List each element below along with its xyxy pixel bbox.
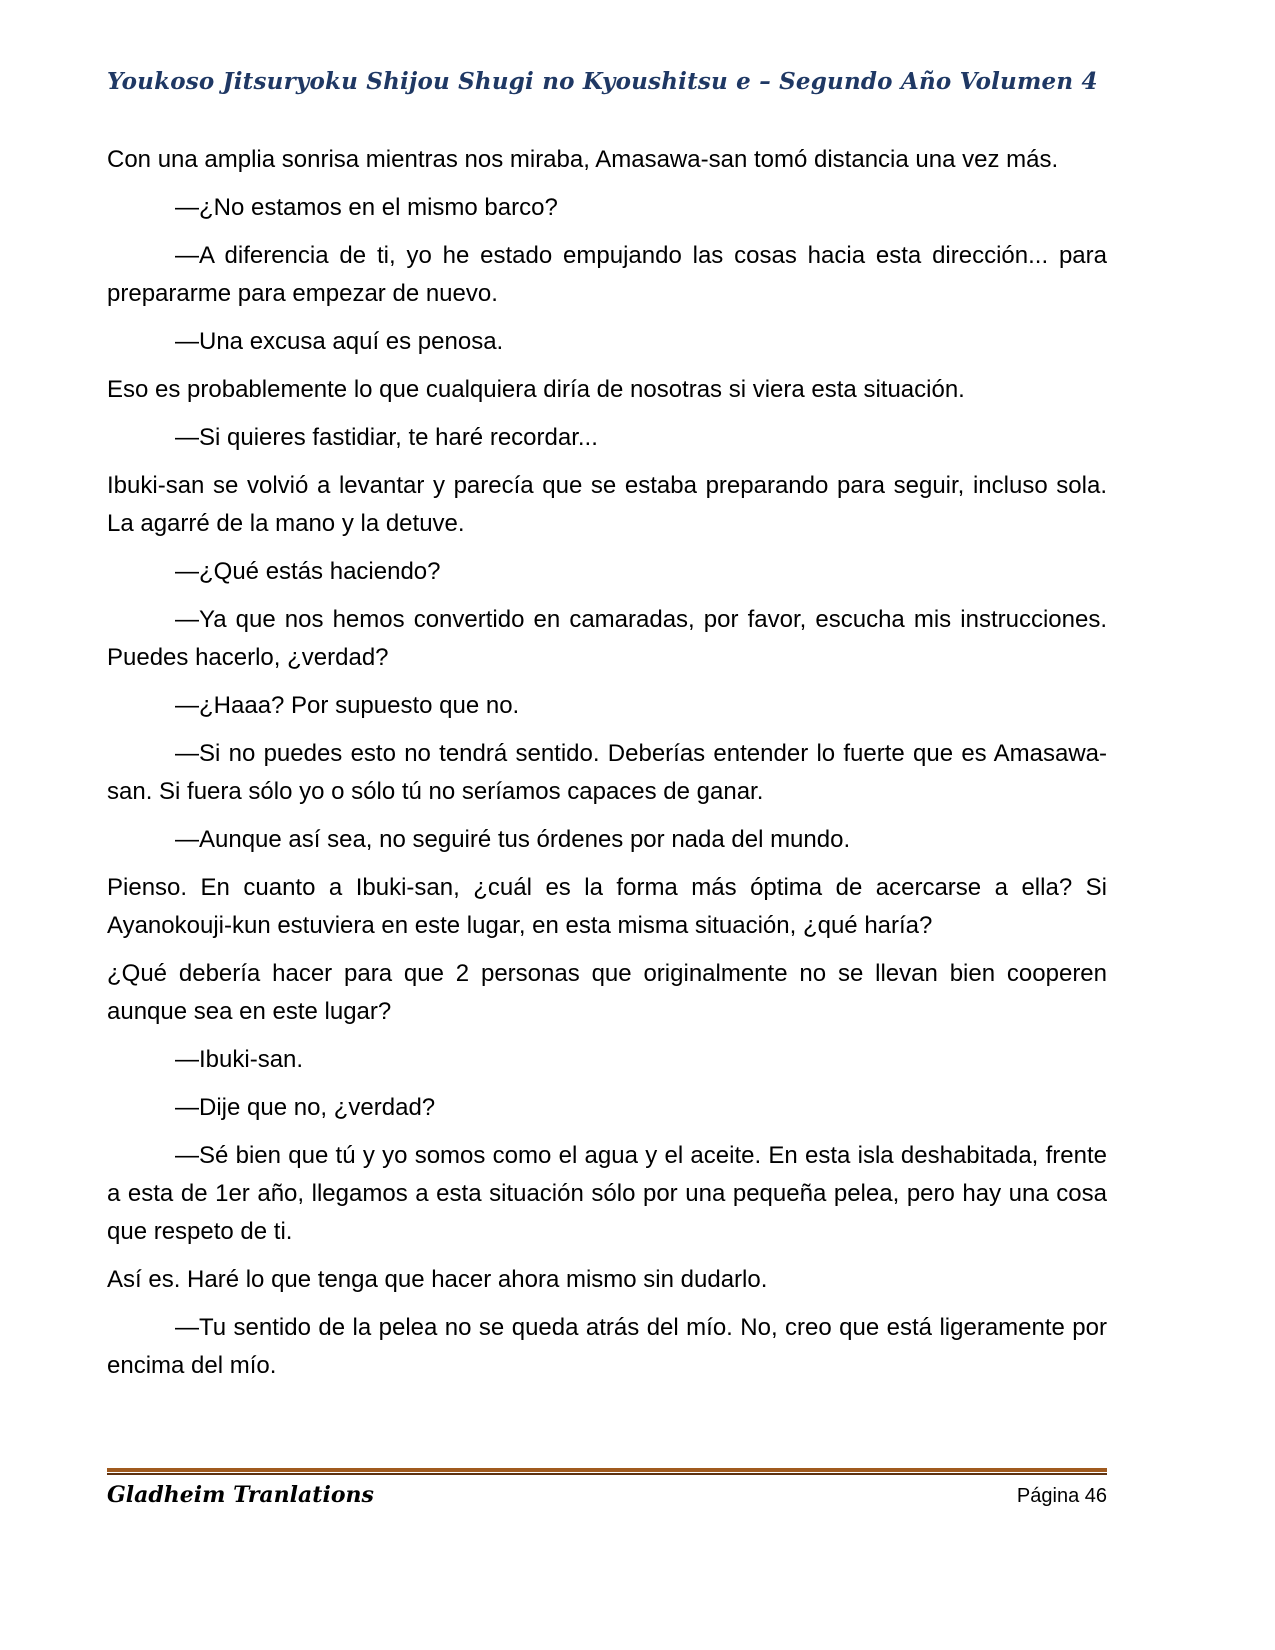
page-body	[107, 141, 1107, 1385]
translator-credit: Gladheim Tranlations	[107, 1482, 374, 1508]
paragraph: —¿Qué estás haciendo?	[175, 558, 441, 585]
paragraph: —Si quieres fastidiar, te haré recordar...	[175, 424, 598, 451]
paragraph: —Aunque así sea, no seguiré tus órdenes por nada del mundo.	[175, 826, 851, 853]
paragraph: Eso es probablemente lo que cualquiera diría de nosotras si viera esta situación.	[107, 376, 965, 403]
paragraph: Con una amplia sonrisa mientras nos miraba, Amasawa-san tomó distancia una vez más.	[107, 146, 1059, 173]
paragraph: Así es. Haré lo que tenga que hacer ahora mismo sin dudarlo.	[107, 1266, 768, 1293]
paragraph: —Si no puedes esto no tendrá sentido. Deberías entender lo fuerte que es Amasawa-san. Si fuera sólo yo o sólo tú no seríamos capaces de ganar.	[107, 740, 1107, 805]
page-number: Página 46	[1016, 1485, 1107, 1507]
page-content	[107, 68, 1107, 1395]
paragraph: Pienso. En cuanto a Ibuki-san, ¿cuál es la forma más óptima de acercarse a ella? Si Ayanokouji-kun estuviera en este lugar, en esta misma situación, ¿qué haría?	[107, 874, 1107, 939]
paragraph: ¿Qué debería hacer para que 2 personas que originalmente no se llevan bien cooperen aunque sea en este lugar?	[107, 960, 1107, 1025]
paragraph: —Tu sentido de la pelea no se queda atrás del mío. No, creo que está ligeramente por encima del mío.	[107, 1314, 1107, 1379]
paragraph: —Sé bien que tú y yo somos como el agua y el aceite. En esta isla deshabitada, frente a esta de 1er año, llegamos a esta situación sólo por una pequeña pelea, pero hay una cosa que respeto de ti.	[107, 1142, 1107, 1245]
footer-rule-thick	[107, 1468, 1107, 1472]
paragraph: —Dije que no, ¿verdad?	[175, 1094, 436, 1121]
paragraph: —Una excusa aquí es penosa.	[175, 328, 504, 355]
page-footer	[107, 1468, 1107, 1508]
header-title: Youkoso Jitsuryoku Shijou Shugi no Kyoushitsu e – Segundo Año Volumen 4	[107, 68, 1098, 95]
footer-row	[107, 1482, 1107, 1508]
footer-rule-thin	[107, 1473, 1107, 1475]
paragraph: Ibuki-san se volvió a levantar y parecía que se estaba preparando para seguir, incluso sola. La agarré de la mano y la detuve.	[107, 472, 1107, 537]
page-header	[107, 68, 1107, 95]
paragraph: —Ya que nos hemos convertido en camaradas, por favor, escucha mis instrucciones. Puedes hacerlo, ¿verdad?	[107, 606, 1107, 671]
paragraph: —Ibuki-san.	[175, 1046, 304, 1073]
paragraph: —A diferencia de ti, yo he estado empujando las cosas hacia esta dirección... para prepararme para empezar de nuevo.	[107, 242, 1107, 307]
paragraph: —¿No estamos en el mismo barco?	[175, 194, 558, 221]
paragraph: —¿Haaa? Por supuesto que no.	[175, 692, 520, 719]
